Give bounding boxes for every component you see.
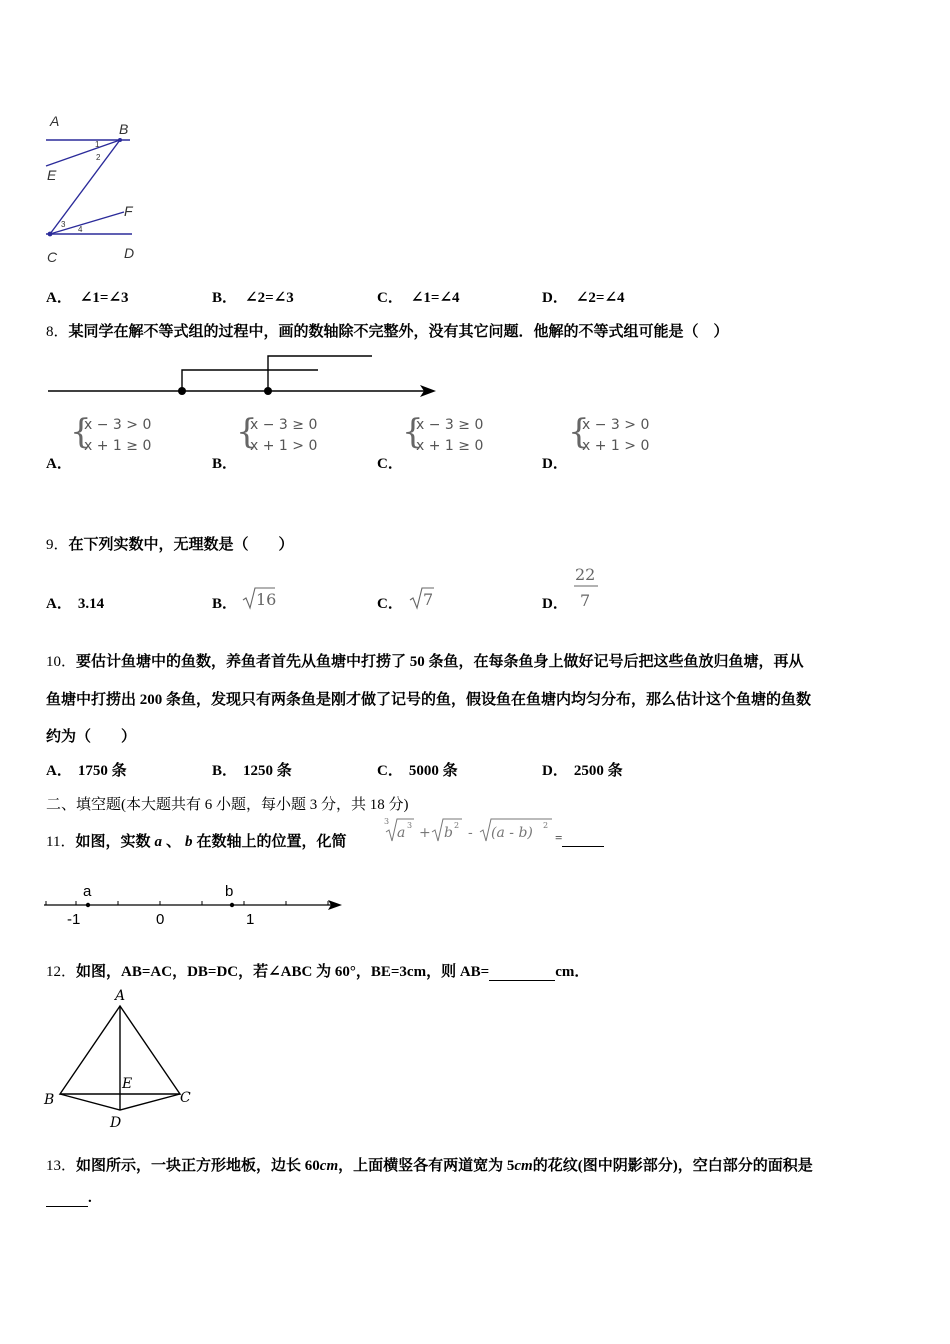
question-text: 在数轴上的位置，化简: [196, 834, 347, 850]
question-number: 12．: [46, 964, 77, 980]
q10-option-b[interactable]: [212, 759, 292, 780]
point-b: [230, 903, 234, 907]
q10-line-2: 鱼塘中打捞出 200 条鱼，发现只有两条鱼是刚才做了记号的鱼，假设鱼在鱼塘内均匀分布，那么估计这个鱼塘的鱼数: [46, 692, 812, 708]
q11-answer: [555, 830, 604, 847]
term-b: b: [444, 825, 453, 841]
angle-2-label: 2: [96, 153, 101, 162]
separator: 、: [165, 834, 181, 850]
unit: cm: [319, 1158, 339, 1174]
brace-icon: {: [402, 412, 424, 452]
minus-sign: -: [468, 825, 473, 841]
label-A: A: [115, 988, 126, 1004]
option-text: 2500 条: [573, 763, 623, 779]
brace-icon: {: [70, 412, 92, 452]
option-text: ∠1=∠3: [79, 290, 129, 306]
q8-system-a: [84, 415, 151, 457]
inequality-1: x − 3 ≥ 0: [416, 417, 484, 433]
label-E: E: [47, 167, 57, 183]
q9-stem: [46, 533, 294, 554]
q9-option-a[interactable]: [46, 592, 104, 613]
answer-blank[interactable]: [46, 1192, 88, 1207]
question-text: 要估计鱼塘中的鱼数，养鱼者首先从鱼塘中打捞了 50 条鱼，在每条鱼身上做好记号后把这些鱼放归鱼塘，再从: [76, 654, 804, 670]
label-C: C: [47, 249, 58, 265]
option-label: B．: [212, 290, 238, 306]
numerator: 22: [575, 565, 596, 584]
label-A: A: [50, 113, 60, 129]
equals-sign: =: [555, 830, 563, 845]
option-text: 1250 条: [243, 763, 292, 779]
exponent: 2: [454, 821, 460, 830]
var-b: b: [184, 834, 193, 850]
option-text: 1750 条: [77, 763, 127, 779]
term-a-minus-b: (a - b): [491, 825, 533, 841]
denominator: 7: [580, 591, 591, 610]
q7-option-c[interactable]: [377, 286, 460, 307]
q13-answer: [46, 1190, 92, 1207]
q8-system-b: [250, 415, 317, 457]
option-label: D．: [542, 290, 568, 306]
q7-option-a[interactable]: [46, 286, 129, 307]
exponent: 2: [543, 821, 549, 830]
q10-option-c[interactable]: [377, 759, 458, 780]
radicand: 7: [423, 590, 434, 609]
q8-option-c[interactable]: [377, 452, 403, 473]
tick-label-neg1: -1: [67, 911, 81, 928]
q11-number-line: [42, 880, 346, 928]
option-label: D．: [542, 596, 568, 612]
brace-icon: {: [236, 412, 258, 452]
label-F: F: [124, 203, 133, 219]
q7-option-d[interactable]: [542, 286, 625, 307]
inequality-2: x + 1 ≥ 0: [84, 438, 152, 454]
q10-option-a[interactable]: [46, 759, 127, 780]
q11-expression: [382, 814, 558, 848]
option-text: ∠1=∠4: [410, 290, 460, 306]
inequality-2: x + 1 > 0: [582, 438, 650, 454]
sqrt-icon: [242, 586, 276, 610]
option-text: 3.14: [77, 596, 105, 612]
option-text: ∠2=∠4: [575, 290, 625, 306]
question-text: 的花纹(图中阴影部分)，空白部分的面积是: [532, 1158, 813, 1174]
plus-sign: +: [419, 825, 431, 841]
label-D: D: [124, 245, 135, 261]
q8-system-d: [582, 415, 649, 457]
inequality-1: x − 3 > 0: [582, 417, 650, 433]
option-label: B．: [212, 456, 238, 472]
point-left: [178, 387, 186, 395]
angle-4-label: 4: [78, 225, 83, 234]
brace-icon: {: [568, 412, 590, 452]
q8-system-c: [416, 415, 483, 457]
line-be: [46, 140, 120, 166]
unit: cm: [514, 1158, 533, 1174]
question-text: 如图，实数: [75, 834, 151, 850]
sqrt-icon: [409, 586, 435, 610]
question-text: 在下列实数中，无理数是（ ）: [68, 537, 294, 553]
q10-option-d[interactable]: [542, 759, 623, 780]
label-B: B: [119, 121, 129, 137]
section-2-title: 二、填空题(本大题共有 6 小题，每小题 3 分，共 18 分): [46, 797, 409, 813]
q9-option-c[interactable]: [377, 592, 403, 613]
option-text: 5000 条: [408, 763, 458, 779]
period: .: [88, 1190, 92, 1206]
label-D: D: [110, 1115, 122, 1130]
angle-3-label: 3: [61, 220, 66, 229]
option-label: B．: [212, 763, 238, 779]
answer-blank[interactable]: [562, 832, 604, 847]
option-label: A．: [46, 290, 72, 306]
inequality-2: x + 1 > 0: [250, 438, 318, 454]
root-index: 3: [384, 817, 390, 826]
option-label: D．: [542, 456, 568, 472]
point-a: [86, 903, 90, 907]
question-text: 如图所示，一块正方形地板，边长 60: [76, 1158, 320, 1174]
q10-line-3: 约为（ ）: [46, 729, 137, 745]
fraction-icon: [572, 562, 602, 612]
q8-option-a[interactable]: [46, 452, 72, 473]
q7-angle-figure: [40, 108, 150, 268]
option-label: C．: [377, 290, 403, 306]
q12-stem: [46, 960, 589, 981]
option-label: A．: [46, 763, 72, 779]
question-number: 13．: [46, 1158, 77, 1174]
unit: cm．: [555, 964, 590, 980]
tick-label-0: 0: [156, 911, 165, 928]
inequality-1: x − 3 > 0: [84, 417, 152, 433]
answer-blank[interactable]: [489, 966, 555, 981]
option-label: C．: [377, 596, 403, 612]
q9-option-d[interactable]: [542, 592, 568, 613]
point-right: [264, 387, 272, 395]
label-E: E: [122, 1076, 133, 1092]
option-label: C．: [377, 456, 403, 472]
question-number: 8．: [46, 324, 69, 340]
inequality-2: x + 1 ≥ 0: [416, 438, 484, 454]
label-b: b: [225, 883, 234, 900]
q8-option-d[interactable]: [542, 452, 568, 473]
radicand: 16: [256, 590, 276, 609]
term-a: a: [397, 825, 406, 841]
question-text: ，上面横竖各有两道宽为 5: [338, 1158, 515, 1174]
option-label: C．: [377, 763, 403, 779]
option-label: A．: [46, 456, 72, 472]
question-number: 11．: [46, 834, 76, 850]
question-number: 9．: [46, 537, 69, 553]
option-label: D．: [542, 763, 568, 779]
q7-option-b[interactable]: [212, 286, 294, 307]
q11-stem: [46, 830, 347, 851]
q10-line-1: [46, 650, 804, 671]
question-text: 某同学在解不等式组的过程中，画的数轴除不完整外，没有其它问题．他解的不等式组可能是（ ）: [68, 324, 729, 340]
q8-option-b[interactable]: [212, 452, 237, 473]
label-B: B: [44, 1092, 55, 1108]
tick-label-1: 1: [246, 911, 255, 928]
q12-triangle-figure: [40, 986, 200, 1130]
q13-stem: [46, 1154, 813, 1175]
q9-option-b[interactable]: [212, 592, 237, 613]
q8-stem: [46, 320, 729, 341]
option-text: ∠2=∠3: [245, 290, 294, 306]
exponent: 3: [407, 821, 413, 830]
label-a: a: [83, 883, 92, 900]
question-text: 如图，AB=AC，DB=DC，若∠ABC 为 60°，BE=3cm，则 AB=: [76, 964, 490, 980]
q8-number-line: [44, 348, 444, 404]
angle-1-label: 1: [95, 140, 100, 149]
option-label: A．: [46, 596, 72, 612]
inequality-1: x − 3 ≥ 0: [250, 417, 318, 433]
var-a: a: [154, 834, 162, 850]
option-label: B．: [212, 596, 238, 612]
label-C: C: [180, 1090, 191, 1106]
question-number: 10．: [46, 654, 77, 670]
